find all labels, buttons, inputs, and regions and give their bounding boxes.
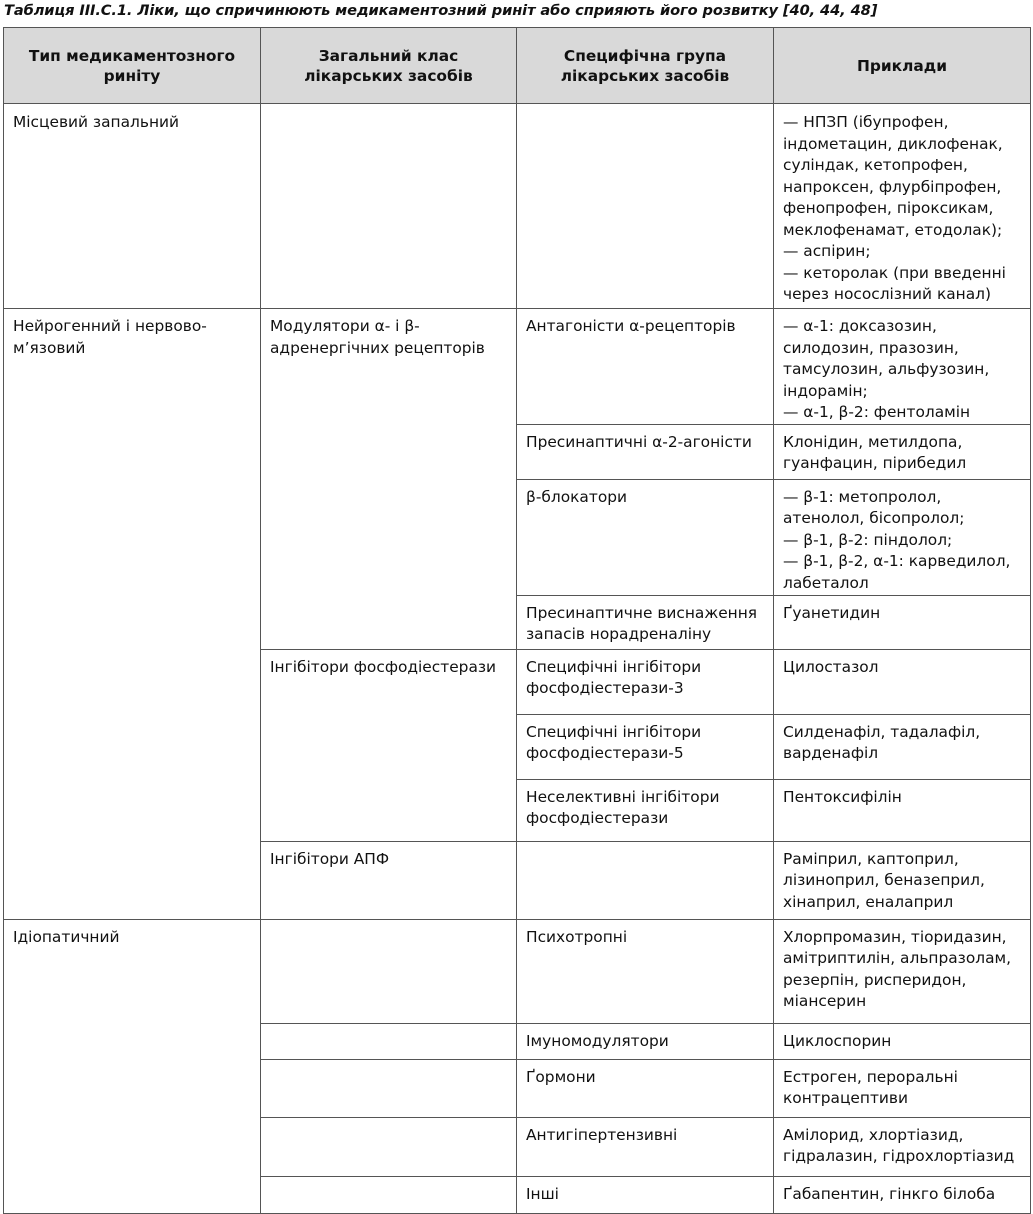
general-class-cell: Модулятори α- і β-адренергічних рецепторів — [261, 309, 517, 650]
examples-cell: — α-1: доксазозин, силодозин, празозин, тамсулозин, альфузозин, індорамін; — α-1, β-2: фентоламін — [774, 309, 1031, 425]
type-cell: Місцевий запальний — [4, 104, 261, 309]
specific-group-cell: Психотропні — [517, 919, 774, 1023]
type-cell: Ідіопатичний — [4, 919, 261, 1213]
specific-group-cell: Ґормони — [517, 1059, 774, 1117]
examples-cell: Циклоспорин — [774, 1023, 1031, 1059]
general-class-cell — [261, 919, 517, 1023]
specific-group-cell: Пресинаптичне виснаження запасів норадреналіну — [517, 595, 774, 649]
specific-group-cell — [517, 104, 774, 309]
general-class-cell — [261, 1059, 517, 1117]
table-header-row — [4, 28, 1031, 104]
general-class-cell: Інгібітори АПФ — [261, 841, 517, 919]
specific-group-cell: Специфічні інгібітори фосфодіестерази-3 — [517, 649, 774, 714]
examples-cell: Клонідин, метилдопа, гуанфацин, пірибедил — [774, 424, 1031, 479]
general-class-cell — [261, 1176, 517, 1213]
specific-group-cell: Імуномодулятори — [517, 1023, 774, 1059]
examples-cell: — НПЗП (ібупрофен, індометацин, диклофенак, суліндак, кетопрофен, напроксен, флурбіпрофен, фенопрофен, піроксикам, меклофенамат, етодолак); — аспірин; — кеторолак (при введенні через носослізний канал) — [774, 104, 1031, 309]
specific-group-cell: Пресинаптичні α-2-агоністи — [517, 424, 774, 479]
examples-cell: Пентоксифілін — [774, 779, 1031, 841]
general-class-cell — [261, 1023, 517, 1059]
specific-group-cell — [517, 841, 774, 919]
examples-cell: Цилостазол — [774, 649, 1031, 714]
examples-cell: Естроген, пероральні контрацептиви — [774, 1059, 1031, 1117]
table-row — [4, 309, 1031, 425]
specific-group-cell: Інші — [517, 1176, 774, 1213]
header-specific-group: Специфічна група лікарських засобів — [517, 28, 774, 104]
examples-cell: Амілорид, хлортіазид, гідралазин, гідрохлортіазид — [774, 1117, 1031, 1176]
drug-rhinitis-table — [3, 27, 1031, 1214]
table-caption: Таблиця ІІІ.С.1. Ліки, що спричинюють медикаментозний риніт або сприяють його розвитку [40, 44, 48] — [4, 2, 878, 19]
specific-group-cell: Неселективні інгібітори фосфодіестерази — [517, 779, 774, 841]
examples-cell: Хлорпромазин, тіоридазин, амітриптилін, альпразолам, резерпін, рисперидон, міансерин — [774, 919, 1031, 1023]
examples-cell: Ґуанетидин — [774, 595, 1031, 649]
examples-cell: Раміприл, каптоприл, лізиноприл, беназеприл, хінаприл, еналаприл — [774, 841, 1031, 919]
header-type: Тип медикаментозного риніту — [4, 28, 261, 104]
examples-cell: — β-1: метопролол, атенолол, бісопролол; — β-1, β-2: піндолол; — β-1, β-2, α-1: карведилол, лабеталол — [774, 479, 1031, 595]
table-row — [4, 104, 1031, 309]
type-cell: Нейрогенний і нервово-м’язовий — [4, 309, 261, 920]
specific-group-cell: Антагоністи α-рецепторів — [517, 309, 774, 425]
header-general-class: Загальний клас лікарських засобів — [261, 28, 517, 104]
general-class-cell — [261, 104, 517, 309]
specific-group-cell: Специфічні інгібітори фосфодіестерази-5 — [517, 714, 774, 779]
examples-cell: Ґабапентин, гінкго білоба — [774, 1176, 1031, 1213]
specific-group-cell: Антигіпертензивні — [517, 1117, 774, 1176]
general-class-cell: Інгібітори фосфодіестерази — [261, 649, 517, 841]
examples-cell: Силденафіл, тадалафіл, варденафіл — [774, 714, 1031, 779]
table-row — [4, 919, 1031, 1023]
general-class-cell — [261, 1117, 517, 1176]
specific-group-cell: β-блокатори — [517, 479, 774, 595]
header-examples: Приклади — [774, 28, 1031, 104]
